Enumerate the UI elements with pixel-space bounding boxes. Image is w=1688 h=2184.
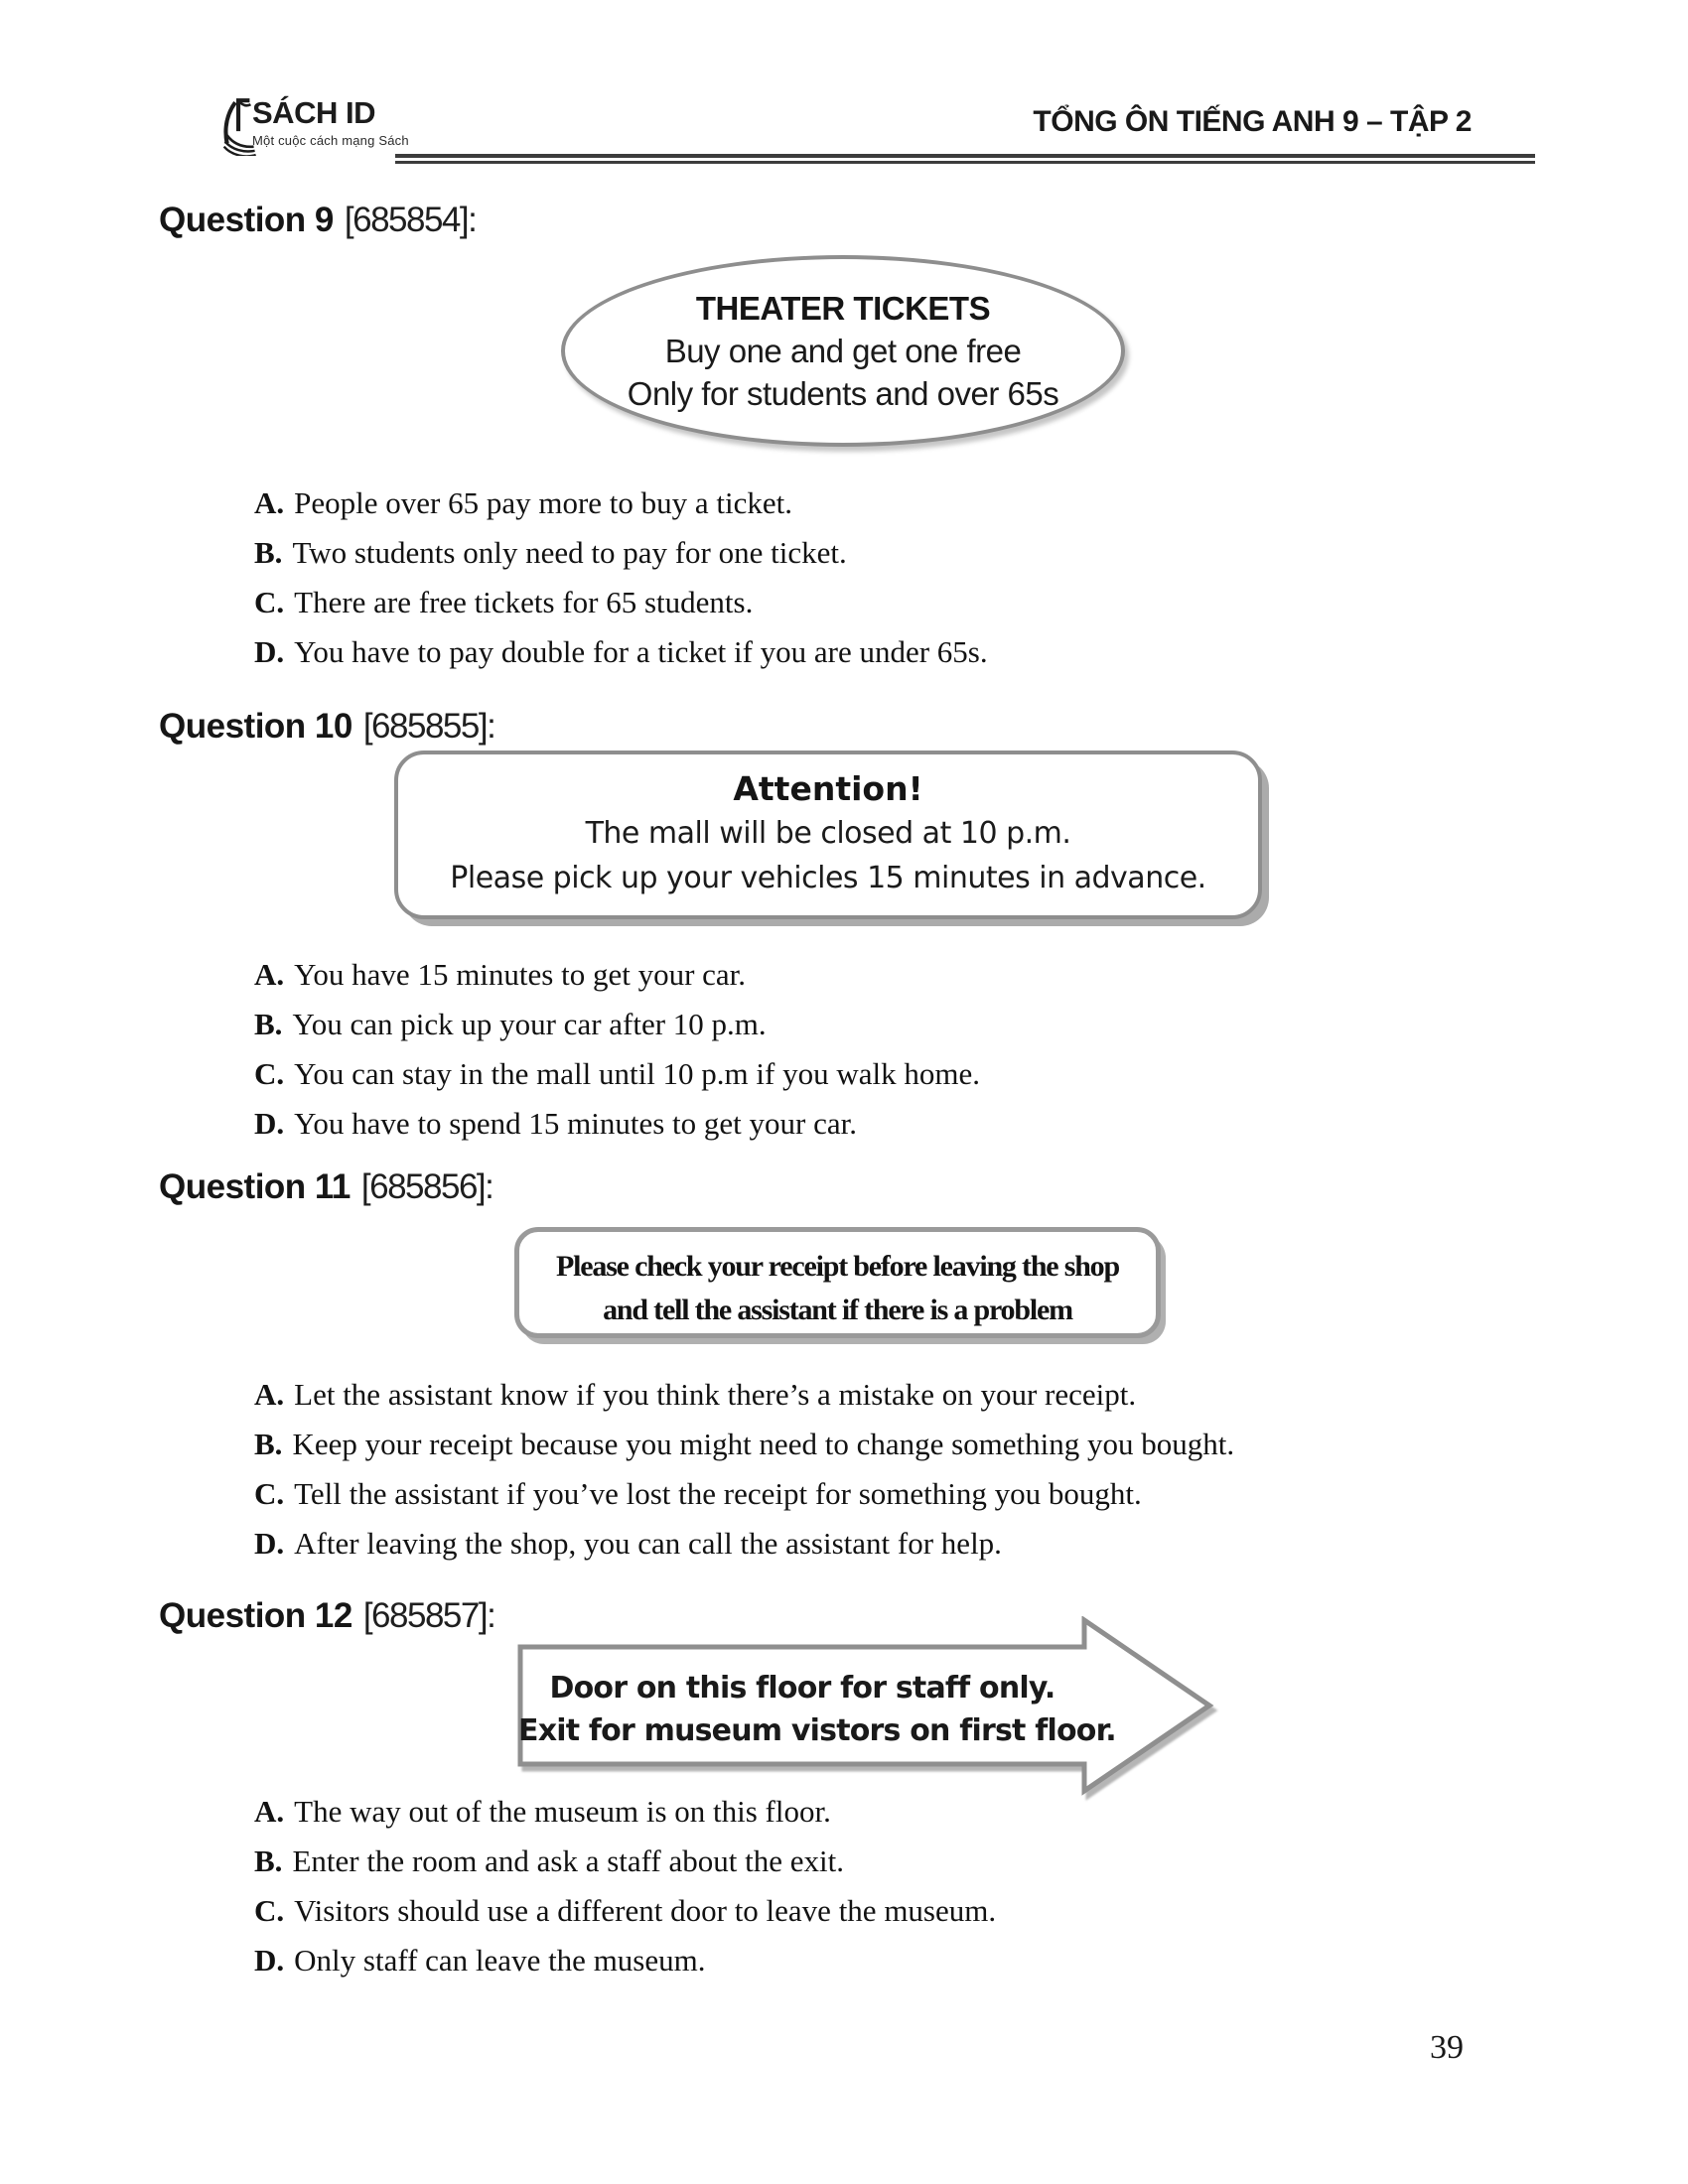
option-text: You can stay in the mall until 10 p.m if you walk home. (294, 1056, 980, 1091)
question-9-options (254, 478, 988, 677)
option-b (254, 1837, 996, 1886)
question-11-code: [685856]: (360, 1167, 493, 1206)
question-10-label: Question 10 (159, 707, 352, 746)
sign-line: Attention! (733, 769, 923, 808)
option-letter: D. (254, 634, 285, 669)
question-12-options (254, 1787, 996, 1985)
question-9-heading (159, 201, 476, 240)
question-9-code: [685854]: (344, 201, 477, 239)
logo-tagline: Một cuộc cách mạng Sách (252, 133, 409, 148)
option-letter: C. (254, 1476, 285, 1511)
option-a (254, 950, 980, 1000)
option-d (254, 1519, 1234, 1569)
option-letter: A. (254, 1377, 285, 1412)
option-letter: B. (254, 1843, 283, 1878)
option-letter: A. (254, 1794, 285, 1829)
option-letter: D. (254, 1106, 285, 1141)
sign-line: Buy one and get one free (664, 333, 1022, 369)
option-b (254, 528, 988, 578)
option-a (254, 478, 988, 528)
option-text: The way out of the museum is on this floor. (294, 1794, 831, 1829)
sign-line: Exit for museum vistors on first floor. (518, 1713, 1116, 1748)
option-letter: B. (254, 535, 283, 570)
sign-line: Please check your receipt before leaving the shop (556, 1250, 1119, 1283)
option-c (254, 1469, 1234, 1519)
theater-tickets-sign (561, 255, 1125, 447)
question-9-label: Question 9 (159, 201, 334, 239)
option-d (254, 1099, 980, 1149)
logo-title: SÁCH ID (252, 95, 375, 130)
sach-id-logo (218, 96, 409, 156)
option-text: Only staff can leave the museum. (294, 1943, 706, 1978)
sign-line: THEATER TICKETS (695, 290, 991, 327)
option-text: Enter the room and ask a staff about the exit. (292, 1843, 844, 1878)
question-11-label: Question 11 (159, 1167, 351, 1206)
option-text: People over 65 pay more to buy a ticket. (294, 485, 793, 520)
option-b (254, 1000, 980, 1049)
question-12-code: [685857]: (362, 1596, 495, 1635)
option-d (254, 1936, 996, 1985)
option-text: You have to pay double for a ticket if you are under 65s. (294, 634, 988, 669)
option-c (254, 578, 988, 627)
header-double-rule (395, 154, 1535, 164)
option-d (254, 627, 988, 677)
option-letter: D. (254, 1526, 285, 1561)
receipt-sign (514, 1227, 1161, 1338)
question-12-label: Question 12 (159, 1596, 352, 1635)
option-letter: C. (254, 1056, 285, 1091)
logo-text-block (252, 96, 409, 148)
option-text: You can pick up your car after 10 p.m. (292, 1007, 767, 1041)
option-text: Keep your receipt because you might need to change something you bought. (292, 1427, 1235, 1461)
option-text: Visitors should use a different door to leave the museum. (294, 1893, 997, 1928)
option-a (254, 1787, 996, 1837)
option-a (254, 1370, 1234, 1420)
open-book-icon (218, 96, 256, 156)
sign-line: The mall will be closed at 10 p.m. (585, 816, 1071, 851)
sign-line: Only for students and over 65s (627, 375, 1059, 412)
option-c (254, 1886, 996, 1936)
option-letter: A. (254, 485, 285, 520)
sign-line: Door on this floor for staff only. (549, 1671, 1055, 1706)
arrow-sign-text (518, 1667, 1116, 1752)
option-letter: D. (254, 1943, 285, 1978)
option-text: Let the assistant know if you think there’s a mistake on your receipt. (294, 1377, 1137, 1412)
option-text: There are free tickets for 65 students. (294, 585, 754, 619)
option-letter: B. (254, 1007, 283, 1041)
sign-line: and tell the assistant if there is a problem (603, 1294, 1072, 1326)
sign-line: Please pick up your vehicles 15 minutes in advance. (450, 861, 1206, 895)
question-10-heading (159, 707, 494, 747)
question-12-heading (159, 1596, 494, 1636)
attention-sign (394, 751, 1262, 919)
arrow-sign (516, 1616, 1215, 1797)
option-c (254, 1049, 980, 1099)
option-text: You have to spend 15 minutes to get your car. (294, 1106, 857, 1141)
question-10-options (254, 950, 980, 1149)
question-10-code: [685855]: (362, 707, 495, 746)
option-letter: A. (254, 957, 285, 992)
option-letter: B. (254, 1427, 283, 1461)
option-b (254, 1420, 1234, 1469)
option-text: After leaving the shop, you can call the assistant for help. (294, 1526, 1002, 1561)
option-letter: C. (254, 585, 285, 619)
option-text: Tell the assistant if you’ve lost the receipt for something you bought. (294, 1476, 1142, 1511)
page-number: 39 (1430, 2029, 1464, 2066)
option-text: Two students only need to pay for one ticket. (292, 535, 847, 570)
option-text: You have 15 minutes to get your car. (294, 957, 747, 992)
option-letter: C. (254, 1893, 285, 1928)
question-11-heading (159, 1167, 492, 1207)
question-11-options (254, 1370, 1234, 1569)
book-title: TỔNG ÔN TIẾNG ANH 9 – TẬP 2 (1033, 105, 1472, 138)
